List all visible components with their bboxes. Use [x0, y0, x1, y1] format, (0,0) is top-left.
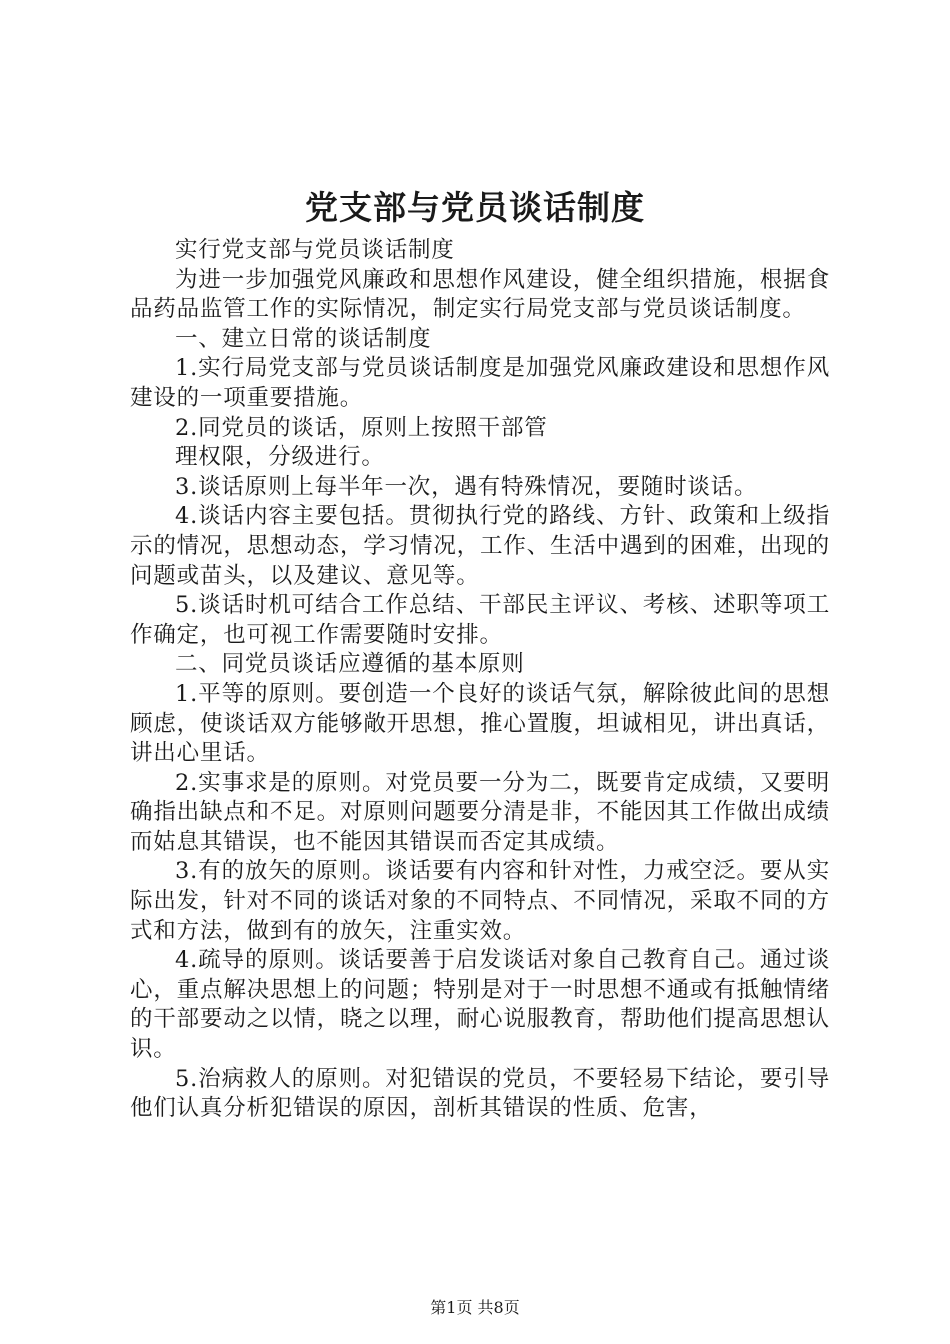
- paragraph: 实行党支部与党员谈话制度: [175, 237, 455, 263]
- paragraph: 3.谈话原则上每半年一次，遇有特殊情况，要随时谈话。: [175, 473, 758, 500]
- paragraph: 理权限，分级进行。: [175, 444, 385, 471]
- section-heading: 一、建立日常的谈话制度: [175, 325, 432, 352]
- paragraph: 1.实行局党支部与党员谈话制度是加强党风廉政建设和思想作风建设的一项重要措施。: [130, 355, 830, 411]
- paragraph: 5.谈话时机可结合工作总结、干部民主评议、考核、述职等项工作确定，也可视工作需要随时安排。: [130, 592, 830, 648]
- paragraph: 2.同党员的谈话，原则上按照干部管: [175, 414, 548, 441]
- section-heading: 二、同党员谈话应遵循的基本原则: [175, 651, 525, 678]
- paragraph: 为进一步加强党风廉政和思想作风建设，健全组织措施，根据食品药品监管工作的实际情况，制定实行局党支部与党员谈话制度。: [130, 266, 830, 323]
- paragraph: 2.实事求是的原则。对党员要一分为二，既要肯定成绩，又要明确指出缺点和不足。对原则问题要分清是非，不能因其工作做出成绩而姑息其错误，也不能因其错误而否定其成绩。: [130, 769, 830, 855]
- paragraph: 3.有的放矢的原则。谈话要有内容和针对性，力戒空泛。要从实际出发，针对不同的谈话对象的不同特点、不同情况，采取不同的方式和方法，做到有的放矢，注重实效。: [130, 858, 830, 944]
- page-footer: 第1页 共8页: [430, 1298, 520, 1317]
- document-body: [130, 236, 830, 1124]
- paragraph: 5.治病救人的原则。对犯错误的党员，不要轻易下结论，要引导他们认真分析犯错误的原因，剖析其错误的性质、危害，: [130, 1065, 830, 1122]
- document-title: 党支部与党员谈话制度: [305, 188, 645, 227]
- paragraph: 4.疏导的原则。谈话要善于启发谈话对象自己教育自己。通过谈心，重点解决思想上的问题；特别是对于一时思想不通或有抵触情绪的干部要动之以情，晓之以理，耐心说服教育，帮助他们提高思想认识。: [130, 947, 830, 1063]
- paragraph: 4.谈话内容主要包括。贯彻执行党的路线、方针、政策和上级指示的情况，思想动态，学习情况，工作、生活中遇到的困难，出现的问题或苗头，以及建议、意见等。: [130, 503, 830, 589]
- paragraph: 1.平等的原则。要创造一个良好的谈话气氛，解除彼此间的思想顾虑，使谈话双方能够敞开思想，推心置腹，坦诚相见，讲出真话，讲出心里话。: [130, 680, 830, 767]
